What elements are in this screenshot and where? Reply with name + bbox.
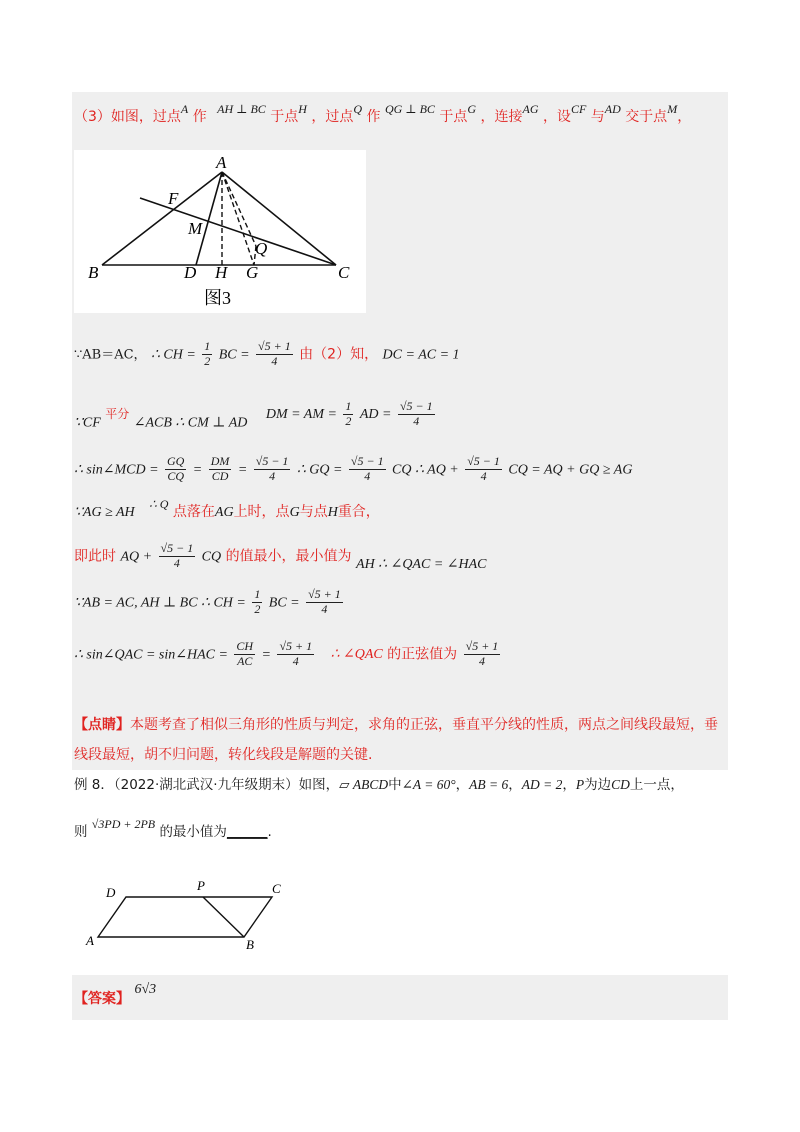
s1-frac-value <box>256 340 293 369</box>
s3-f3-den: 4 <box>269 468 276 483</box>
step-6 <box>74 588 345 617</box>
ex8-sep1: ， <box>455 777 470 793</box>
s5-text1: 即此时 <box>74 548 116 565</box>
text-yu: 与 <box>590 109 605 125</box>
s3-ineq: CQ = AQ + GQ ≥ AG <box>508 462 633 478</box>
s3-frac1 <box>165 455 186 484</box>
ex8-abcd: ▱ ABCD <box>339 777 389 792</box>
text-yudian: 于点 <box>270 109 299 125</box>
text-guodian: ，过点 <box>311 109 354 125</box>
s3-f4-den: 4 <box>364 468 371 483</box>
answer-line <box>74 982 157 1007</box>
text-she: ，设 <box>542 109 571 125</box>
s3-frac2 <box>209 455 232 484</box>
s3-f1-den: CQ <box>167 468 184 483</box>
s3-eq1: = <box>192 462 203 478</box>
s3-frac3 <box>254 455 291 484</box>
ex8-p: P <box>575 777 585 792</box>
s6-bc: BC = <box>268 595 300 611</box>
ex8-ab: AB = 6 <box>469 777 509 792</box>
fig3-label-f: F <box>168 189 179 208</box>
text-end: ， <box>677 109 692 125</box>
ex8-ad: AD = 2 <box>521 777 563 792</box>
point-a: A <box>180 102 189 116</box>
step-7 <box>74 640 502 669</box>
s1-bc: BC = <box>218 347 250 363</box>
s2-frac-den: 2 <box>345 413 352 428</box>
s4-q: ∴ Q <box>149 497 169 511</box>
s5-text2: 的值最小，最小值为 <box>225 548 352 565</box>
figure-8 <box>84 875 284 955</box>
s2-pingfen: 平分 <box>105 407 130 422</box>
s1-ch: ∴ CH = <box>151 347 196 363</box>
s1-frac-den: 2 <box>204 353 211 368</box>
answer-value: 6√3 <box>134 982 157 997</box>
s6-frac-value <box>306 588 343 617</box>
s2-frac-num: 1 <box>345 399 352 413</box>
fig3-label-a: A <box>216 153 227 172</box>
part3-line <box>74 102 692 125</box>
s4-text4: 重合， <box>337 504 380 520</box>
ah-perp-bc: AH ⊥ BC <box>217 102 266 116</box>
s3-frac5 <box>465 455 502 484</box>
s4-ag-ah: ∵AG ≥ AH <box>74 505 135 520</box>
text-zuo: 作 <box>192 109 207 125</box>
comment-block <box>74 710 726 770</box>
step-3 <box>74 455 632 484</box>
s7-sin: ∴ sin∠QAC = sin∠HAC = <box>74 647 228 663</box>
point-m: M <box>667 102 678 116</box>
s4-g: G <box>289 505 300 520</box>
fig3-label-d: D <box>184 263 197 282</box>
s1-given: ∵AB＝AC， <box>74 347 147 363</box>
text-jiaoyudian: 交于点 <box>625 109 668 125</box>
fig3-label-g: G <box>246 263 259 282</box>
text-lianjie: ，连接 <box>480 109 523 125</box>
s4-h: H <box>327 505 338 520</box>
s2-val-den: 4 <box>413 413 420 428</box>
fig8-label-c: C <box>272 881 281 896</box>
fig3-label-h: H <box>215 263 228 282</box>
s7-frac3 <box>464 640 501 669</box>
figure-8-diagram <box>84 875 284 955</box>
comment-text-2: 线段最短，胡不归问题，转化线段是解题的关键. <box>74 747 373 763</box>
fig3-label-b: B <box>88 263 99 282</box>
s3-f2-num: DM <box>210 454 230 468</box>
s2-ad: AD = <box>359 407 392 423</box>
ex8-sep3: ， <box>562 777 576 793</box>
s1-dc-ac: DC = AC = 1 <box>382 347 460 363</box>
s3-gq: ∴ GQ = <box>296 462 343 478</box>
s7-f3-den: 4 <box>478 653 485 668</box>
step-1 <box>74 340 460 369</box>
s7-eq: = <box>261 647 271 663</box>
s5-cq: CQ <box>201 549 222 565</box>
s3-aq: CQ ∴ AQ + <box>392 462 459 478</box>
s7-text: 的正弦值为 <box>387 646 458 663</box>
s3-frac4 <box>349 455 386 484</box>
s1-frac-num: 1 <box>204 339 211 353</box>
s3-f1-num: GQ <box>167 454 185 468</box>
s6-g-num: √5 + 1 <box>308 587 341 601</box>
fig3-caption: 图3 <box>204 288 231 308</box>
s1-val-num: √5 + 1 <box>258 339 291 353</box>
example-8-line2 <box>74 817 272 840</box>
text-yudian2: 于点 <box>439 109 468 125</box>
s1-val-den: 4 <box>271 353 278 368</box>
s4-text1: 点落在 <box>172 504 215 520</box>
s2-val-num: √5 − 1 <box>399 399 433 413</box>
part3-label: （3）如图，过点 <box>74 109 181 125</box>
s2-frac-half <box>343 400 353 429</box>
s7-f1-num: CH <box>236 639 254 653</box>
s7-frac2 <box>277 640 314 669</box>
s6-given: ∵AB = AC, AH ⊥ BC ∴ CH = <box>74 595 246 611</box>
s4-ag: AG <box>214 505 234 520</box>
fig8-label-p: P <box>197 878 205 893</box>
s2-cm-perp: ∠ACB ∴ CM ⊥ AD <box>133 415 248 431</box>
step-5 <box>74 542 487 571</box>
s2-frac-value <box>398 400 435 429</box>
ex8-answer-blank: ______ <box>226 824 268 840</box>
s3-f5-den: 4 <box>480 468 487 483</box>
s3-f4-num: √5 − 1 <box>350 454 384 468</box>
s5-f-den: 4 <box>173 555 180 570</box>
s4-text3: 与点 <box>299 504 328 520</box>
s5-f-num: √5 − 1 <box>160 541 194 555</box>
ex8-sep2: ， <box>508 777 522 793</box>
s2-dm-am: DM = AM = <box>265 407 337 423</box>
s7-f2-num: √5 + 1 <box>279 639 313 653</box>
comment-tag: 【点睛】 <box>74 717 130 733</box>
segment-cf: CF <box>570 102 587 116</box>
text-zuo2: 作 <box>366 109 381 125</box>
ex8-intro: 例 8．（2022·湖北武汉·九年级期末）如图， <box>74 777 340 793</box>
s4-text2: 上时，点 <box>233 504 290 520</box>
ex8-ze: 则 <box>74 824 88 840</box>
point-q: Q <box>353 102 363 116</box>
s6-g-den: 4 <box>321 601 328 616</box>
s7-angle: ∴ ∠QAC <box>330 647 383 663</box>
s5-ah: AH ∴ ∠QAC = ∠HAC <box>356 557 487 573</box>
s5-frac <box>159 542 196 571</box>
s7-f3-num: √5 + 1 <box>465 639 499 653</box>
s6-frac-half <box>252 588 262 617</box>
s1-frac-half <box>202 340 212 369</box>
s3-sin: ∴ sin∠MCD = <box>74 462 159 478</box>
s7-frac1 <box>234 640 255 669</box>
answer-background <box>72 975 728 1020</box>
ex8-period: . <box>267 824 272 840</box>
segment-ag: AG <box>522 102 539 116</box>
ex8-zuixiao: 的最小值为 <box>159 824 227 840</box>
ex8-cd: CD <box>611 777 630 792</box>
fig3-label-m: M <box>188 219 203 238</box>
fig8-label-b: B <box>246 937 254 952</box>
ex8-weibian: 为边 <box>584 777 612 793</box>
ex8-angle-a: ∠A = 60° <box>401 777 456 792</box>
ex8-expression: √3PD + 2PB <box>91 817 156 831</box>
s3-f2-den: CD <box>211 468 229 483</box>
comment-text-1: 本题考查了相似三角形的性质与判定，求角的正弦，垂直平分线的性质，两点之间线段最短，垂 <box>130 717 718 733</box>
step-4 <box>74 497 380 520</box>
point-g: G <box>467 102 477 116</box>
example-8-line1 <box>74 778 684 793</box>
figure-3 <box>74 150 366 313</box>
s2-cf: ∵CF <box>74 415 101 431</box>
s1-from2: 由（2）知， <box>299 346 379 363</box>
s5-aq: AQ + <box>120 549 153 565</box>
point-h: H <box>298 102 307 116</box>
step-2 <box>74 399 437 437</box>
fig3-label-c: C <box>338 263 350 282</box>
ex8-shang: 上一点， <box>629 777 684 793</box>
s6-f-den: 2 <box>254 601 261 616</box>
answer-tag: 【答案】 <box>74 991 130 1007</box>
fig8-label-d: D <box>106 885 116 900</box>
s7-f1-den: AC <box>237 653 253 668</box>
ex8-zhong: 中 <box>388 777 402 793</box>
fig8-label-a: A <box>86 933 94 948</box>
fig3-label-q: Q <box>255 239 268 258</box>
s6-f-num: 1 <box>254 587 261 601</box>
segment-ad: AD <box>604 102 621 116</box>
figure-3-diagram <box>74 150 366 313</box>
s3-eq2: = <box>237 462 248 478</box>
s3-f3-num: √5 − 1 <box>255 454 289 468</box>
s7-f2-den: 4 <box>292 653 299 668</box>
s3-f5-num: √5 − 1 <box>467 454 500 468</box>
qg-perp-bc: QG ⊥ BC <box>384 102 435 116</box>
